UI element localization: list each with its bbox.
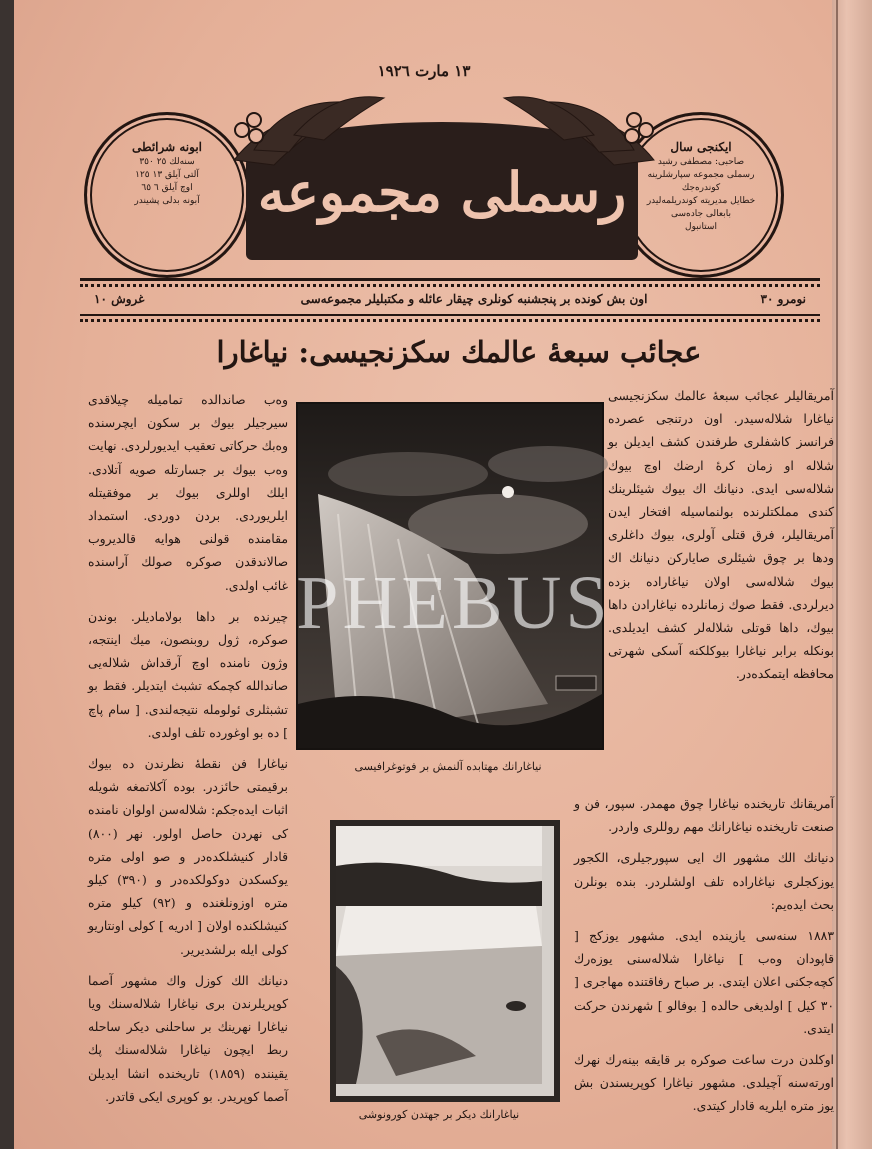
phebus-watermark: PHEBUS [296, 561, 612, 645]
subscription-line: سنه‌لك ٢٥ ٣٥٠ [139, 157, 195, 167]
issue-price: غروش ١٠ [94, 292, 145, 306]
article-paragraph: ١٨٨٣ سنه‌سی یازینده ایدی. مشهور یوزکج [ قاپودان وه‌ب ] نیاغارا شلاله‌سنی یوزه‌رك کچه‌جکنی اعلان ایتدی. بر صباح رفاقتنده مهاجری [ ٣٠ کیل ] اولدیغی حالده [ بوفالو ] شهرندن حرکت ایتدی. [574, 928, 834, 1036]
article-paragraph: آمریقالیلر عجائب سبعهٔ عالمك سکزنجیسی نیاغارا شلاله‌سیدر. اون درتنجی عصرده فرانسز کاشفلری طرفندن کشف ایدیلن بو شلاله او زمان کرهٔ ارضك اوچ بیوك شلاله‌سی ایدی. دنیانك اك بیوك شیئلرینك کندی مملکتلرنده بولنماسیله افتخار ایدن آمریقالیلر، فرق قتلی آولری، بیوك داغلری ودها بر چوق شیئلری صایارکن دنیانك اك بیوك شلاله‌سی اولان نیاغاراده بزده دیرلردی. فقط صوك زمانلرده نیاغارادن داها بیوك، داها قوتلی شلاله‌لر کشف ایدیلدی. بونکله برابر نیاغارا بیوکلکنه آسکی شهرتی محافظه ایتمکده‌در. [608, 388, 834, 682]
publisher-line: بابعالی جاده‌سی [670, 209, 731, 219]
article-paragraph: آمریقانك تاریخنده نیاغارا چوق مهمدر. سپور، فن و صنعت تاریخنده نیاغارانك مهم روللری واردر. [574, 796, 834, 835]
article-paragraph: نیاغارا فن نقطهٔ نظرندن ده بیوك برقیمتی حائزدر. بوده آکلاتمغه شویله اثبات ایده‌جکم: شلاله‌سن اولوان نامنده کی نهردن حاصل اولور. نهر (٨٠٠) قادار کنیشلکده‌در و صو اولی متره یوکسکدن دوکولکده‌در و (٣٩٠) کیلو متره اوزونلغنده و (٩٢) کیلو متره کنیشلکنده اولان [ ادریه ] کولی اونتاریو کولی ایله برلشدیریر. [88, 756, 289, 957]
subscription-title: ابونه شرائطی [131, 140, 203, 154]
article-column-right [608, 384, 834, 694]
publisher-line: رسملی مجموعه سپارشلرینه کوندره‌جك [647, 170, 755, 193]
subscription-line: آلتی آیلق ١٣ ١٢٥ [135, 170, 199, 180]
article-column-left [88, 388, 288, 1116]
divider-dotted-rule [80, 284, 820, 287]
niagara-side-view-photo [330, 820, 560, 1102]
publisher-title: ایکنجی سال [670, 140, 732, 154]
article-paragraph: دنیانك الك مشهور اك ایی سپورجیلری، الکجور یوزکجلری نیاغاراده تلف اولشلردر. بنده بونلرن بحث ایده‌یم: [574, 850, 834, 912]
divider-rule [80, 278, 820, 281]
issue-info-bar [84, 290, 816, 312]
issue-number: نومرو ٣٠ [760, 292, 806, 306]
publication-subtitle: اون بش کونده بر پنجشنبه کونلری چیقار عائله و مکتبلیلر مجموعه‌سی [300, 292, 648, 306]
article-paragraph: چیرنده بر داها بولامادیلر. بوندن صوکره، ژول روبنصون، میك اینتجه، وژون نامنده اوچ آرقداش شلاله‌یی صاندالله کچمکه تشبث ایتدیلر. فقط بو تشبثلری ئولومله نتیجه‌لندی. [ سام پاچ ] ده بو اوغورده تلف اولدی. [88, 608, 288, 740]
publisher-line: خطایل مدیریته کوندریلمه‌لیدر [646, 196, 756, 206]
article-headline: عجائب سبعهٔ عالمك سکزنجیسی: نیاغارا [216, 335, 702, 369]
subscription-line: اوچ آیلق ٦ ٦٥ [141, 183, 193, 193]
photo-caption-bottom: نیاغارانك دیکر بر جهتدن کورونوشی [358, 1108, 520, 1121]
photo-caption-top: نیاغارانك مهتابده آلنمش بر فوتوغرافیسی [354, 760, 542, 773]
article-paragraph: وه‌ب صاندالده تماميله چيلاقدی سیرجیلر بیوك بر سکون ایچرسنده وه‌بك حرکاتی تعقیب ایدیورلردی. نهایت وه‌ب بیوك بر جسارتله صویه آتلادی. ایلك اوللری بیوك بر موفقیتله ایلریوردی. بردن دوردی. استمداد مقامنده قولنی هوایه قالدیروب صالاندقدن صوکره صولك آراسنده غائب اولدی. [88, 392, 288, 593]
article-paragraph: دنیانك الك کوزل واك مشهور آصما کوپریلرندن بری نیاغارا شلاله‌سنك ویا نیاغارا نهرینك بر ساحلنی دیکر ساحله ربط ایچون نیاغارا شلاله‌سنك پك یقیننده (١٨٥٩) تاریخنده انشا ایدیلن آصما کوپریدر. بو کوپری ایکی قاتدر. [88, 972, 289, 1104]
divider-dotted-rule [80, 319, 820, 322]
page-fold-line [836, 0, 838, 1149]
divider-rule [80, 314, 820, 316]
issue-date: ١٣ مارت ١٩٢٦ [377, 62, 471, 80]
newspaper-page [14, 0, 832, 1149]
masthead-title: رسملی مجموعه [257, 160, 627, 224]
publisher-line: استانبول [685, 222, 717, 232]
publisher-line: صاحبی: مصطفی رشید [657, 157, 745, 167]
subscription-line: آبونه بدلی پشیندر [134, 196, 200, 206]
article-paragraph: اوکلدن درت ساعت صوکره بر قایقه بینه‌رك نهرك اورته‌سنه آچیلدی. مشهور نیاغارا کوپریسندن بش یوز متره ایلریه قادار کیتدی. [574, 1052, 834, 1114]
article-column-bottom [574, 792, 834, 1126]
